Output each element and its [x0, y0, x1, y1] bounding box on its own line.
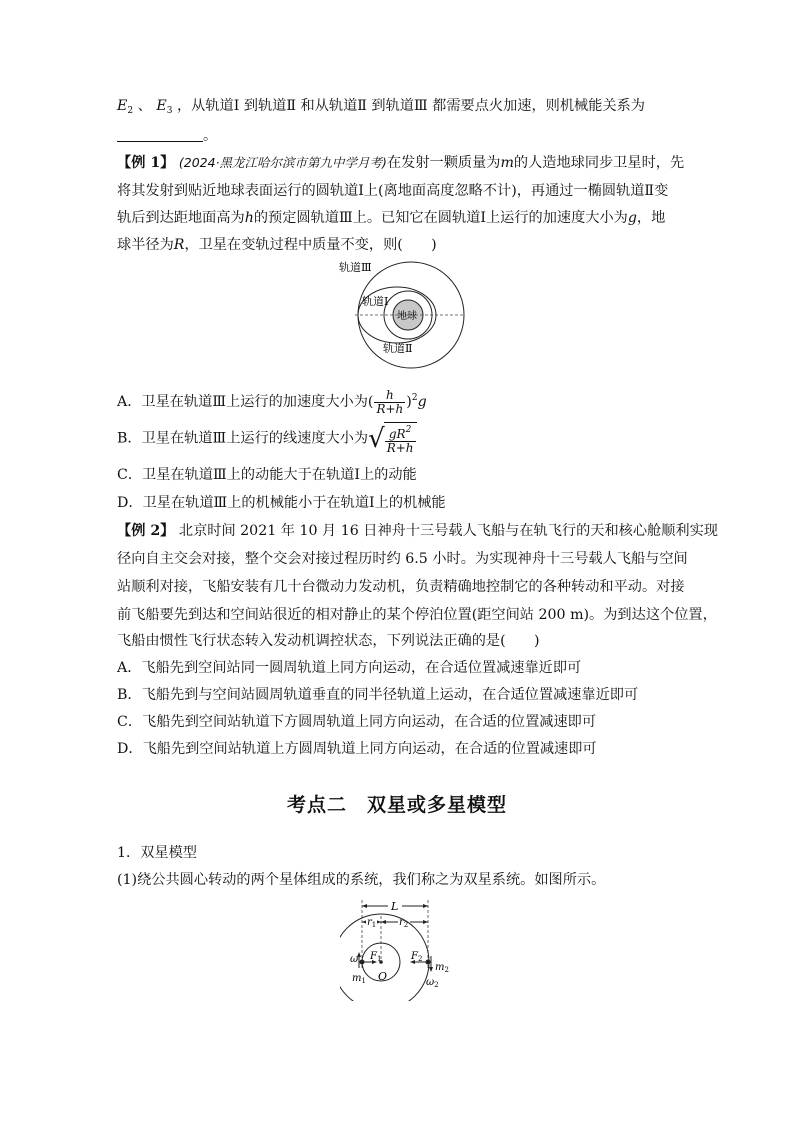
sqrt-body [384, 422, 417, 455]
m2-subscript: 2 [444, 966, 449, 974]
option-a-g: g [417, 394, 427, 410]
ex2-option-d-text: D．飞船先到空间站轨道上方圆周轨道上同方向运动，在合适的位置减速即可 [117, 741, 597, 757]
ex1-option-b[interactable] [117, 422, 417, 455]
ex1-text-2: 将其发射到贴近地球表面运行的圆轨道Ⅰ上(离地面高度忽略不计)，再通过一椭圆轨道Ⅱ变 [117, 183, 669, 199]
option-b-text: B．卫星在轨道Ⅲ上运行的线速度大小为 [117, 430, 369, 447]
fraction-numerator [387, 424, 413, 441]
l-arrow-right [423, 904, 428, 908]
ex1-option-c[interactable] [117, 465, 417, 485]
orbit-diagram [325, 258, 485, 378]
ex1-text-1: 在发射一颗质量为 [386, 155, 501, 171]
section-heading: 考点二 双星或多星模型 [286, 794, 507, 816]
fraction-denominator: R+h [376, 401, 404, 416]
ex2-option-c-text: C．飞船先到空间站轨道下方圆周轨道上同方向运动，在合适的位置减速即可 [117, 714, 597, 730]
e3-symbol: E [156, 98, 167, 114]
f2-label [410, 951, 422, 963]
numerator-text: gR [388, 426, 406, 441]
m2-label [435, 962, 449, 974]
m1-label [352, 973, 366, 985]
ex2-text-2: 径向自主交会对接，整个交会对接过程历时约 6.5 小时。为实现神舟十三号载人飞船与空间 [117, 551, 688, 567]
m2-symbol: m [435, 962, 445, 973]
ex2-line3 [117, 577, 685, 597]
height-symbol: h [244, 210, 254, 226]
f1-subscript: 1 [376, 955, 382, 963]
f1-symbol: F [370, 951, 377, 962]
omega2-label [426, 977, 439, 989]
option-a-fraction [374, 389, 405, 416]
ex1-option-d[interactable] [117, 493, 446, 513]
ex2-line2 [117, 549, 688, 569]
ex1-text-3c: ，地 [636, 210, 666, 226]
ex2-option-d[interactable] [117, 739, 597, 759]
l-arrow-left [362, 904, 367, 908]
ex2-option-a[interactable] [117, 658, 581, 678]
center-label: O [378, 970, 388, 983]
ex2-line5 [117, 631, 540, 651]
ex1-line2 [117, 181, 668, 201]
r2-arrow-right [423, 920, 428, 924]
option-a-exponent: 2 [411, 393, 418, 403]
option-a-paren: ) [406, 394, 412, 410]
r2-arrow-left [381, 920, 386, 924]
earth-label: 地球 [397, 311, 417, 322]
f2-symbol: F [411, 951, 418, 962]
omega2-symbol: ω [426, 977, 435, 988]
ex1-label: 【例 1】 [117, 155, 175, 171]
radius-symbol: R [173, 237, 185, 253]
ex1-option-a[interactable] [117, 383, 427, 417]
ex2-text-5: 飞船由惯性飞行状态转入发动机调控状态，下列说法正确的是( ) [117, 633, 540, 649]
star-m1 [360, 960, 365, 965]
ex2-line4 [117, 605, 717, 625]
r1-subscript: 1 [371, 921, 377, 929]
period: 。 [203, 128, 218, 144]
section-item-1 [117, 843, 197, 863]
energy-relation-line: $E_2$ 、 $E_3$ ，从轨道Ⅰ 到轨道Ⅱ 和从轨道Ⅱ 到轨道Ⅲ 都需要点火加速，则机械能关系为 [117, 98, 645, 116]
velocity-m2-arrow [429, 967, 433, 972]
ex1-text-1b: 的人造地球同步卫星时，先 [513, 155, 685, 171]
ex1-text-4b: ，卫星在变轨过程中质量不变，则( ) [184, 237, 437, 253]
binary-star-model-title: 1．双星模型 [117, 845, 197, 861]
m1-subscript: 1 [361, 977, 366, 985]
orbit-3-label: 轨道Ⅲ [339, 261, 372, 274]
orbit-2-label: 轨道Ⅱ [383, 342, 413, 355]
fraction-numerator: h [386, 387, 394, 402]
ex1-source: (2024·黑龙江哈尔滨市第九中学月考) [178, 155, 387, 170]
gravity-symbol: g [627, 210, 637, 226]
ex2-option-b-text: B．飞船先到与空间站圆周轨道垂直的同半径轨道上运动，在合适位置减速靠近即可 [117, 687, 639, 703]
ex1-line4 [117, 235, 437, 255]
ex2-text-3: 站顺利对接，飞船安装有几十台微动力发动机，负责精确地控制它的各种转动和平动。对接 [117, 579, 685, 595]
option-a-text: A．卫星在轨道Ⅲ上运行的加速度大小为( [117, 394, 374, 410]
separator: 、 [137, 98, 152, 114]
option-c-text: C．卫星在轨道Ⅲ上的动能大于在轨道Ⅰ上的动能 [117, 467, 417, 483]
option-d-text: D．卫星在轨道Ⅲ上的机械能小于在轨道Ⅰ上的机械能 [117, 495, 446, 511]
orbit-1-label: 轨道Ⅰ [362, 295, 389, 308]
l-label: L [391, 900, 399, 913]
f2-subscript: 2 [417, 955, 423, 963]
energy-relation-text: ，从轨道Ⅰ 到轨道Ⅱ 和从轨道Ⅱ 到轨道Ⅲ 都需要点火加速，则机械能关系为 [176, 98, 645, 114]
binary-star-diagram [340, 896, 460, 1001]
r2-symbol: r [399, 917, 404, 928]
m1-symbol: m [352, 973, 362, 984]
ex2-text-1: 北京时间 2021 年 10 月 16 日神舟十三号载人飞船与在轨飞行的天和核心舱顺利实现 [178, 523, 718, 539]
ex1-text-4a: 球半径为 [117, 237, 174, 253]
answer-blank[interactable] [117, 127, 203, 142]
omega1-label: ω [350, 954, 359, 965]
numerator-exponent: 2 [405, 424, 412, 435]
option-b-sqrt [368, 422, 416, 455]
r2-subscript: 2 [403, 921, 409, 929]
ex1-line3 [117, 208, 665, 228]
e2-symbol: E [117, 98, 128, 114]
ex1-text-3b: 的预定圆轨道Ⅲ上。已知它在圆轨道Ⅰ上运行的加速度大小为 [253, 210, 628, 226]
ex1-line1 [117, 153, 684, 173]
ex1-text-3a: 轨后到达距地面高为 [117, 210, 245, 226]
mass-symbol: m [500, 155, 514, 171]
ex2-line1 [117, 521, 718, 541]
binary-star-description: (1)绕公共圆心转动的两个星体组成的系统，我们称之为双星系统。如图所示。 [117, 872, 606, 888]
fraction-denominator: R+h [386, 440, 414, 455]
ex2-option-b[interactable] [117, 685, 638, 705]
option-b-fraction [385, 424, 416, 455]
ex2-option-a-text: A．飞船先到空间站同一圆周轨道上同方向运动，在合适位置减速靠近即可 [117, 660, 582, 676]
answer-blank-line [117, 126, 217, 146]
sqrt-sign: √ [368, 423, 385, 454]
star-m2 [426, 960, 431, 965]
ex2-text-4: 前飞船要先到达和空间站很近的相对静止的某个停泊位置(距空间站 200 m)。为到达这个位置， [117, 607, 717, 623]
omega2-subscript: 2 [434, 981, 439, 989]
ex2-label: 【例 2】 [117, 523, 175, 539]
ex2-option-c[interactable] [117, 712, 596, 732]
f1-label [369, 951, 381, 963]
r1-symbol: r [367, 917, 372, 928]
section-item-1-1 [117, 870, 605, 890]
